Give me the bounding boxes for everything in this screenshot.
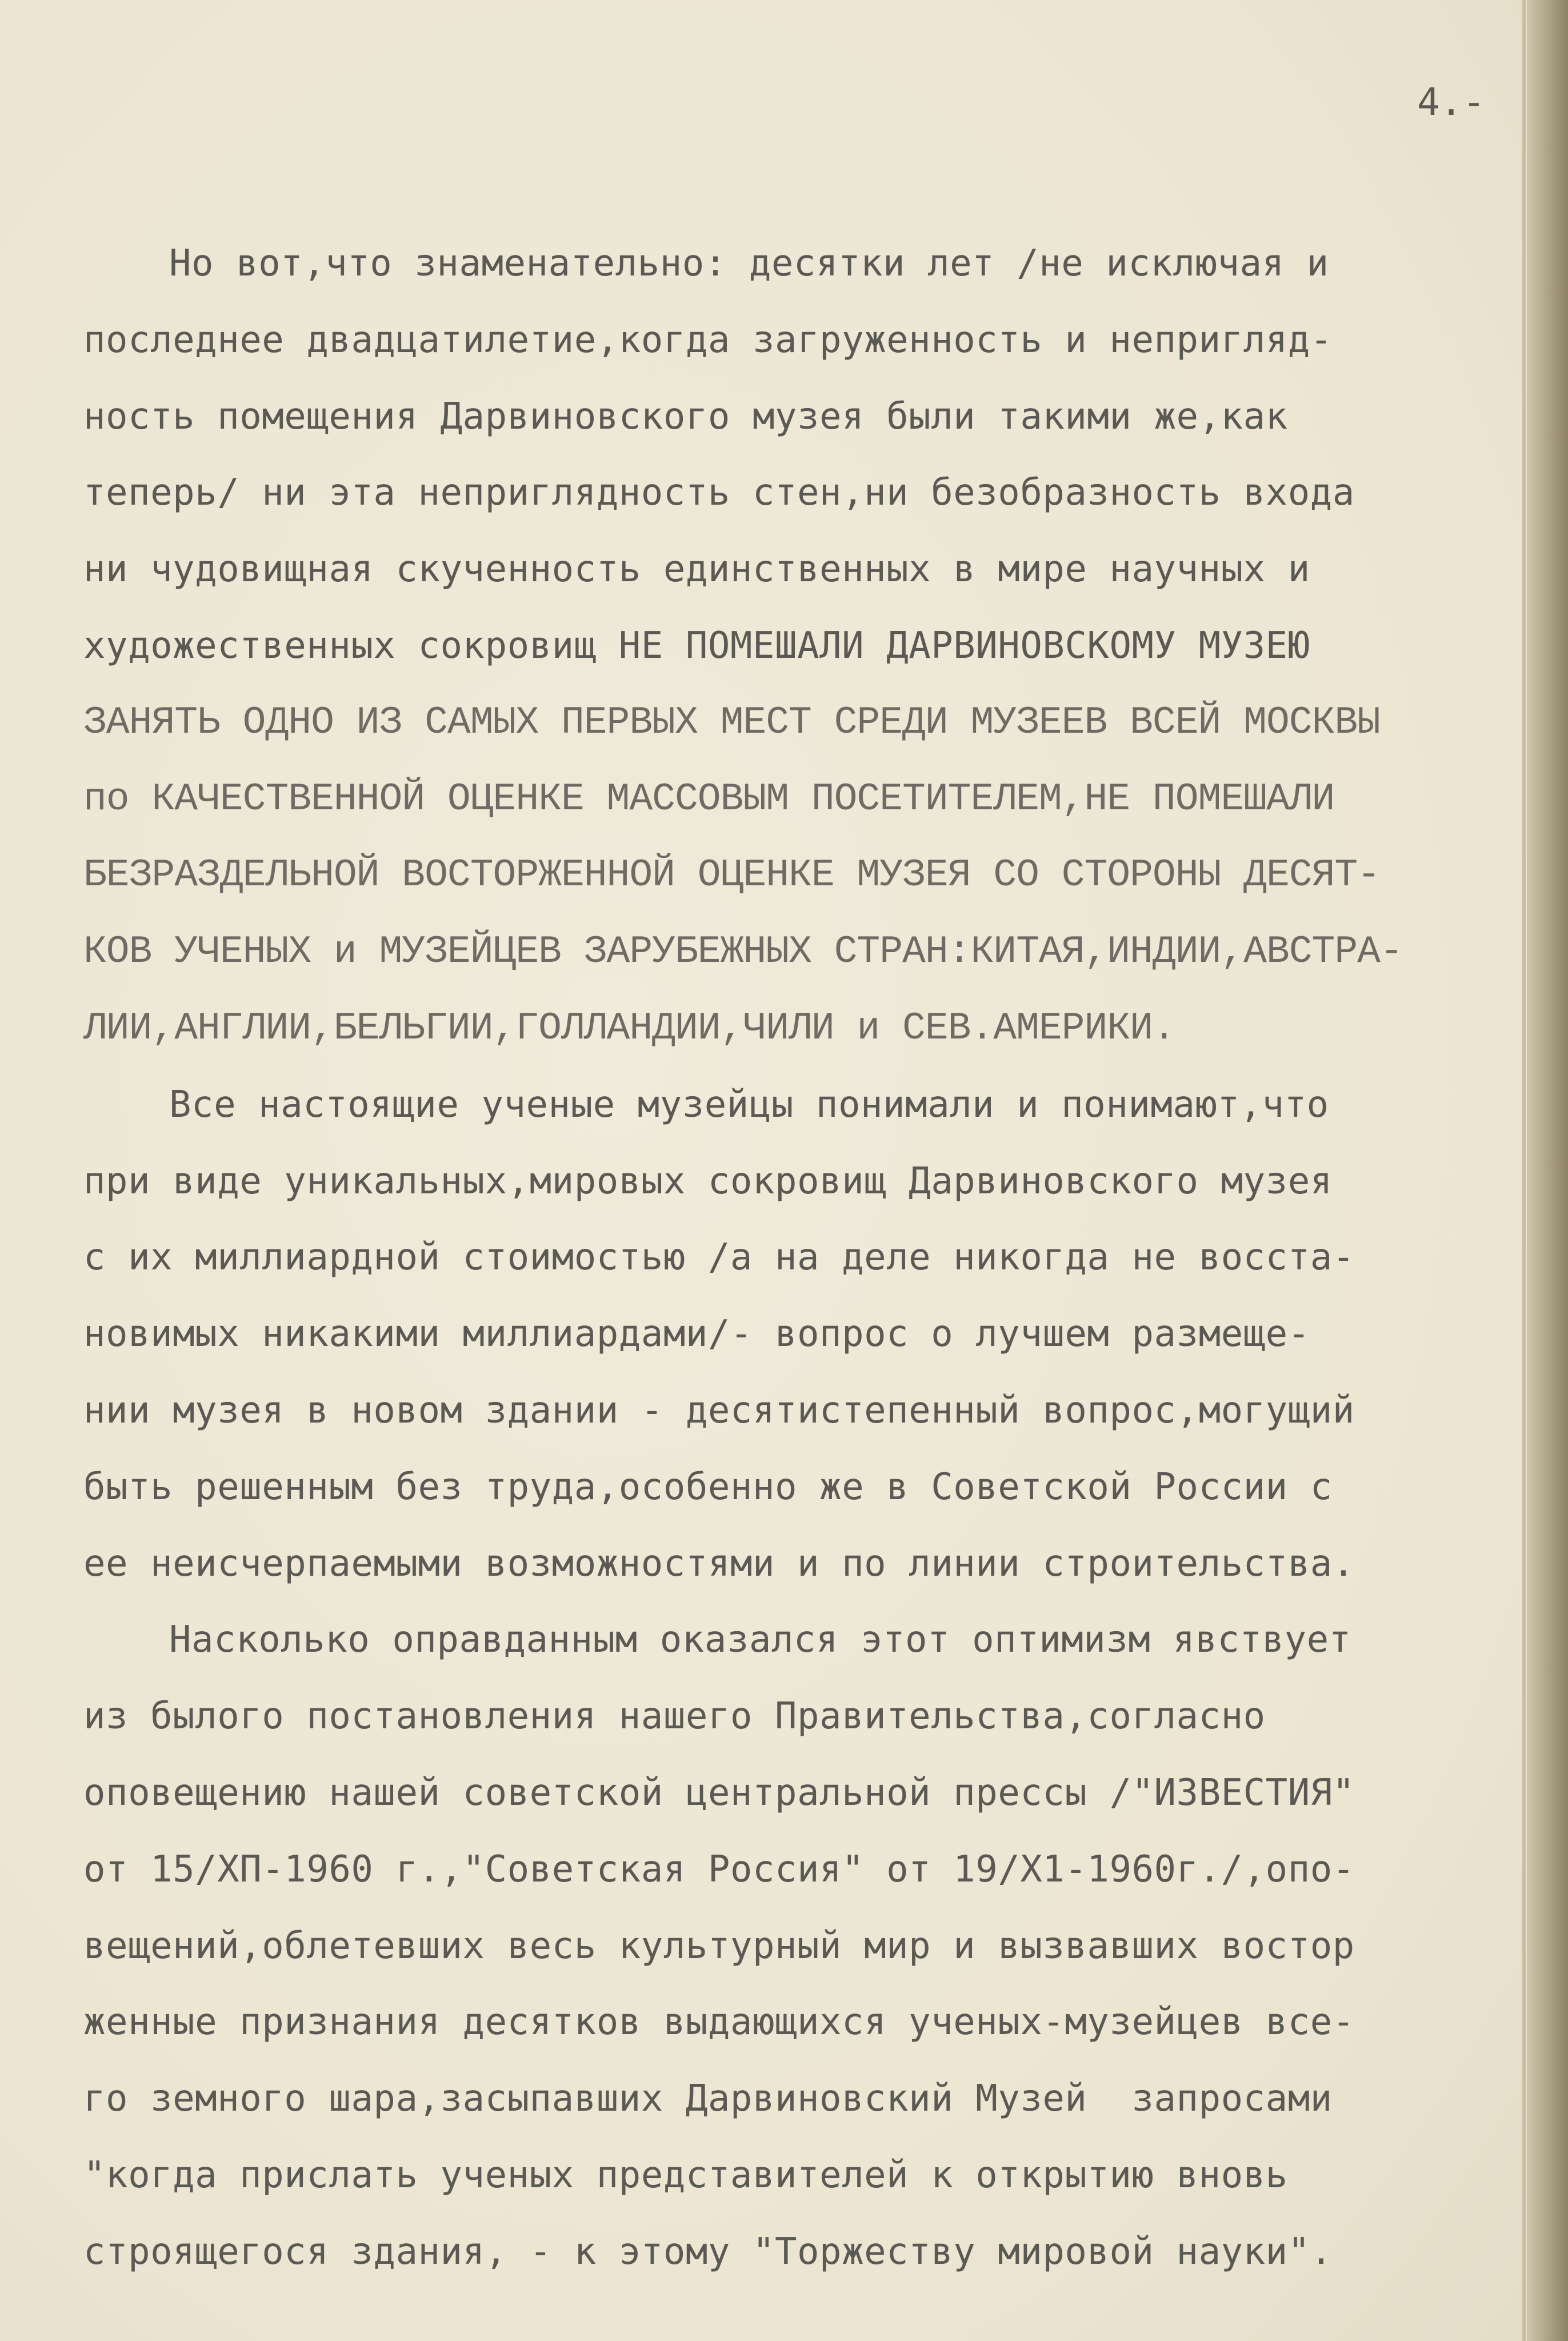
text-line: при виде уникальных,мировых сокровищ Дарвиновского музея	[83, 1160, 1333, 1203]
text-line: БЕЗРАЗДЕЛЬНОЙ ВОСТОРЖЕННОЙ ОЦЕНКЕ МУЗЕЯ СО СТОРОНЫ ДЕСЯТ-	[83, 853, 1380, 898]
text-line: строящегося здания, - к этому "Торжеству мировой науки".	[83, 2230, 1333, 2273]
text-line: ни чудовищная скученность единственных в мире научных и	[83, 548, 1310, 591]
text-line: теперь/ ни эта неприглядность стен,ни безобразность входа	[83, 472, 1355, 514]
text-line: ность помещения Дарвиновского музея были такими же,как	[83, 395, 1288, 438]
text-line: художественных сокровищ НЕ ПОМЕШАЛИ ДАРВИНОВСКОМУ МУЗЕЮ	[83, 624, 1310, 667]
text-line: женные признания десятков выдающихся ученых-музейцев все-	[83, 2001, 1355, 2044]
page-number: 4.-	[1417, 80, 1486, 124]
page-edge-line	[1522, 0, 1526, 2341]
text-line: Все настоящие ученые музейцы понимали и понимают,что	[169, 1083, 1329, 1126]
text-line: с их миллиардной стоимостью /а на деле никогда не восста-	[83, 1236, 1355, 1279]
text-line: нии музея в новом здании - десятистепенный вопрос,могущий	[83, 1389, 1355, 1432]
text-line: ЗАНЯТЬ ОДНО ИЗ САМЫХ ПЕРВЫХ МЕСТ СРЕДИ МУЗЕЕВ ВСЕЙ МОСКВЫ	[83, 700, 1380, 745]
text-line: Насколько оправданным оказался этот оптимизм явствует	[169, 1619, 1351, 1661]
text-line: "когда прислать ученых представителей к открытию вновь	[83, 2154, 1288, 2196]
text-line: от 15/ХП-1960 г.,"Советская Россия" от 19/Х1-1960г./,опо-	[83, 1848, 1355, 1891]
text-line: быть решенным без труда,особенно же в Советской России с	[83, 1465, 1333, 1508]
page-edge-shadow	[1527, 0, 1568, 2341]
text-line: ее неисчерпаемыми возможностями и по линии строительства.	[83, 1542, 1355, 1585]
text-line: оповещению нашей советской центральной прессы /"ИЗВЕСТИЯ"	[83, 1771, 1355, 1814]
text-line: Но вот,что знаменательно: десятки лет /не исключая и	[169, 242, 1329, 285]
text-line: вещений,облетевших весь культурный мир и вызвавших востор	[83, 1924, 1355, 1967]
text-line: ЛИИ,АНГЛИИ,БЕЛЬГИИ,ГОЛЛАНДИИ,ЧИЛИ и СЕВ.АМЕРИКИ.	[83, 1006, 1175, 1050]
text-line: последнее двадцатилетие,когда загруженность и непригляд-	[83, 318, 1333, 361]
text-line: го земного шара,засыпавших Дарвиновский Музей запросами	[83, 2078, 1333, 2120]
text-line: по КАЧЕСТВЕННОЙ ОЦЕНКЕ МАССОВЫМ ПОСЕТИТЕЛЕМ,НЕ ПОМЕШАЛИ	[83, 777, 1335, 821]
typewritten-text	[83, 226, 1523, 2291]
text-line: новимых никакими миллиардами/- вопрос о лучшем размеще-	[83, 1313, 1310, 1356]
text-line: из былого постановления нашего Правительства,согласно	[83, 1695, 1266, 1738]
text-line: КОВ УЧЕНЫХ и МУЗЕЙЦЕВ ЗАРУБЕЖНЫХ СТРАН:КИТАЯ,ИНДИИ,АВСТРА-	[83, 930, 1403, 974]
